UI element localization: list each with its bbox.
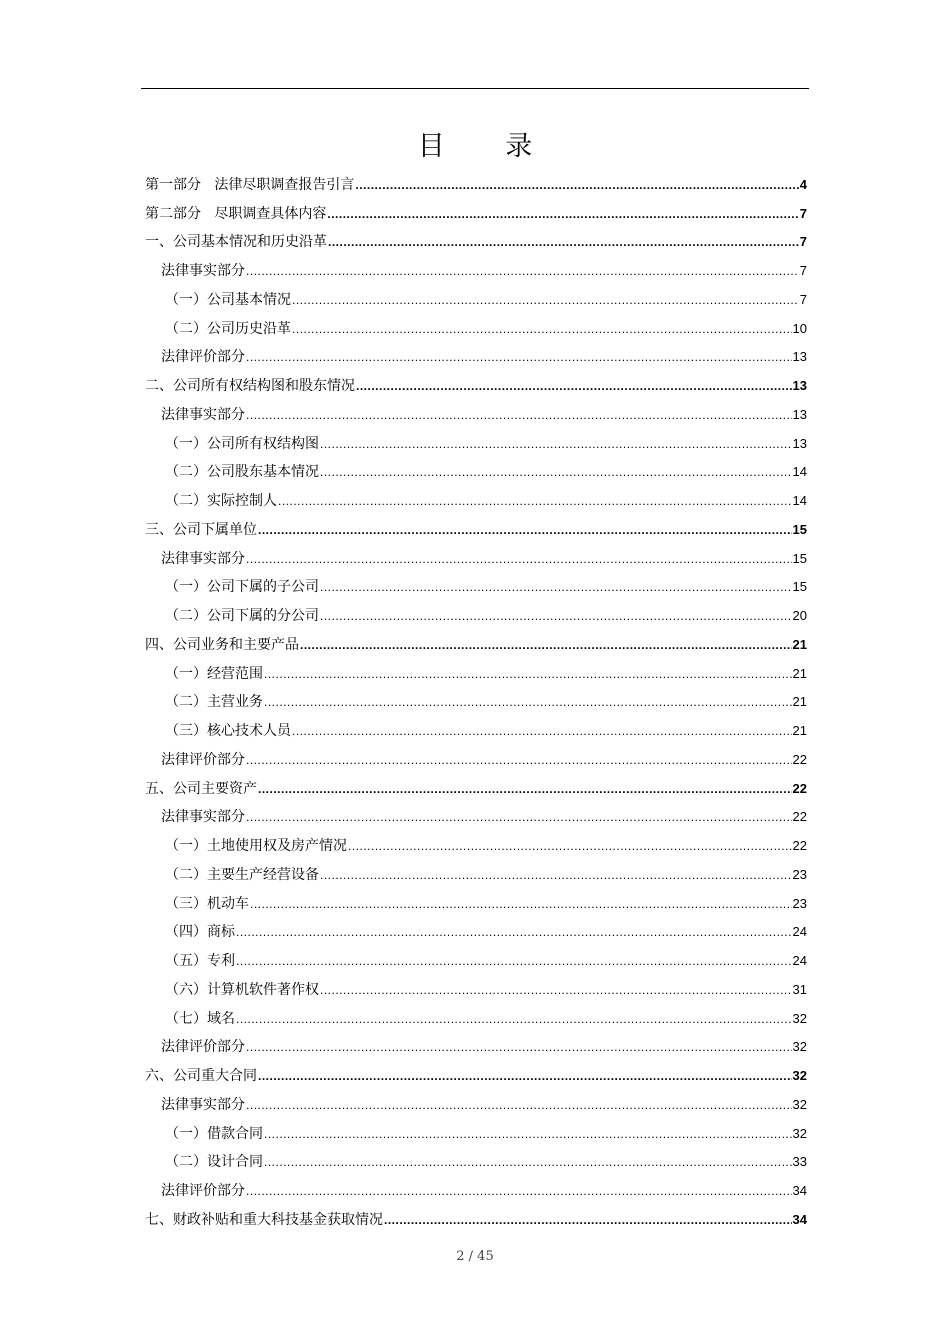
toc-entry-label: （六）计算机软件著作权	[165, 981, 319, 998]
toc-entry-label: （二）公司历史沿革	[165, 320, 291, 337]
toc-entry[interactable]	[145, 456, 807, 485]
page-title: 目 录	[417, 131, 559, 163]
toc-dot-leader	[292, 290, 799, 310]
toc-entry-page: 15	[792, 550, 807, 566]
toc-entry[interactable]	[145, 369, 807, 398]
toc-entry[interactable]	[145, 341, 807, 370]
toc-entry[interactable]	[145, 1002, 807, 1031]
toc-entry[interactable]	[145, 226, 807, 255]
toc-entry[interactable]	[145, 1059, 807, 1088]
toc-entry-label: （二）主要生产经营设备	[165, 866, 319, 883]
toc-entry-page: 4	[799, 176, 807, 192]
toc-entry[interactable]	[145, 312, 807, 341]
toc-entry[interactable]	[145, 197, 807, 226]
toc-entry[interactable]	[145, 168, 807, 197]
toc-entry-page: 13	[792, 406, 807, 422]
toc-entry-page: 15	[792, 579, 807, 595]
table-of-contents	[145, 168, 807, 1232]
toc-entry-page: 21	[792, 723, 807, 738]
toc-entry[interactable]	[145, 1031, 807, 1060]
toc-dot-leader	[348, 836, 792, 856]
toc-dot-leader	[320, 865, 792, 885]
toc-entry[interactable]	[145, 944, 807, 973]
toc-entry-page: 31	[792, 981, 807, 997]
toc-dot-leader	[355, 175, 798, 195]
toc-entry-label: （二）设计合同	[165, 1154, 263, 1171]
toc-dot-leader	[320, 980, 792, 1000]
toc-entry-label: （一）公司所有权结构图	[165, 435, 319, 452]
toc-entry-label: 三、公司下属单位	[145, 521, 257, 538]
toc-dot-leader	[292, 319, 792, 339]
header-rule	[141, 88, 809, 89]
toc-entry-label: （二）公司下属的分公司	[165, 608, 319, 624]
toc-dot-leader	[292, 721, 792, 741]
toc-entry-page: 13	[792, 435, 807, 451]
toc-entry[interactable]	[145, 916, 807, 945]
toc-entry[interactable]	[145, 398, 807, 427]
toc-entry-page: 32	[792, 1068, 807, 1083]
toc-entry-label: 法律评价部分	[161, 1183, 245, 1199]
toc-entry[interactable]	[145, 714, 807, 743]
toc-dot-leader	[246, 750, 792, 770]
toc-entry-label: （二）公司股东基本情况	[165, 464, 319, 481]
toc-entry-label: （二）主营业务	[165, 694, 263, 711]
toc-entry[interactable]	[145, 1088, 807, 1117]
toc-dot-leader	[236, 1009, 792, 1029]
toc-entry-page: 34	[792, 1211, 807, 1227]
toc-entry[interactable]	[145, 1117, 807, 1146]
toc-dot-leader	[246, 1181, 792, 1201]
toc-entry-label: （五）专利	[165, 953, 235, 969]
toc-entry-label: 法律事实部分	[161, 406, 245, 423]
toc-entry-page: 22	[792, 751, 807, 767]
toc-entry-label: 五、公司主要资产	[145, 780, 257, 797]
toc-entry[interactable]	[145, 542, 807, 571]
toc-entry-page: 14	[792, 493, 807, 508]
toc-entry[interactable]	[145, 858, 807, 887]
toc-entry[interactable]	[145, 973, 807, 1002]
toc-entry[interactable]	[145, 686, 807, 715]
toc-entry-label: 法律事实部分	[161, 263, 245, 279]
toc-dot-leader	[264, 692, 792, 712]
toc-entry-label: 法律事实部分	[161, 809, 245, 826]
toc-entry-page: 22	[792, 838, 807, 853]
toc-entry[interactable]	[145, 657, 807, 686]
toc-dot-leader	[246, 549, 792, 569]
toc-entry-page: 21	[792, 694, 807, 710]
toc-dot-leader	[246, 347, 792, 367]
toc-entry-label: （一）公司下属的子公司	[165, 579, 319, 596]
toc-entry-page: 13	[792, 349, 807, 365]
toc-entry-label: 第一部分 法律尽职调查报告引言	[145, 176, 355, 193]
toc-entry-page: 32	[792, 1096, 807, 1112]
toc-entry-page: 23	[792, 866, 807, 882]
toc-dot-leader	[258, 1066, 792, 1086]
toc-dot-leader	[300, 635, 792, 655]
toc-entry[interactable]	[145, 1203, 807, 1232]
toc-dot-leader	[384, 1210, 792, 1230]
toc-entry-page: 10	[792, 320, 807, 336]
toc-entry-label: 法律评价部分	[161, 1039, 245, 1056]
toc-entry-page: 32	[792, 1125, 807, 1141]
toc-entry-label: 七、财政补贴和重大科技基金获取情况	[145, 1211, 383, 1228]
toc-dot-leader	[250, 894, 792, 914]
toc-entry-label: 法律评价部分	[161, 751, 245, 768]
page-number: 2 / 45	[456, 1249, 494, 1264]
toc-dot-leader	[258, 520, 792, 540]
toc-entry-page: 14	[792, 464, 807, 480]
toc-entry[interactable]	[145, 1174, 807, 1203]
toc-entry-page: 13	[792, 378, 807, 393]
toc-dot-leader	[258, 779, 792, 799]
toc-dot-leader	[320, 606, 792, 626]
toc-entry-page: 24	[792, 924, 807, 940]
toc-entry-label: 六、公司重大合同	[145, 1068, 257, 1084]
toc-entry-page: 23	[792, 895, 807, 911]
toc-entry[interactable]	[145, 1146, 807, 1175]
toc-dot-leader	[246, 807, 792, 827]
toc-entry-page: 32	[792, 1010, 807, 1026]
toc-dot-leader	[246, 261, 799, 281]
toc-entry[interactable]	[145, 829, 807, 858]
toc-entry-label: 法律事实部分	[161, 1096, 245, 1113]
toc-dot-leader	[246, 1095, 792, 1115]
toc-entry-label: （一）借款合同	[165, 1125, 263, 1142]
toc-dot-leader	[328, 232, 799, 252]
toc-entry-label: （二）实际控制人	[165, 493, 277, 509]
toc-entry-page: 22	[792, 809, 807, 825]
toc-entry-page: 33	[792, 1154, 807, 1170]
toc-entry-page: 34	[792, 1183, 807, 1198]
toc-entry[interactable]	[145, 571, 807, 600]
toc-entry-page: 15	[792, 521, 807, 537]
toc-dot-leader	[320, 434, 792, 454]
toc-entry-label: 二、公司所有权结构图和股东情况	[145, 378, 355, 394]
toc-entry-label: （四）商标	[165, 924, 235, 941]
toc-entry-page: 7	[799, 234, 807, 250]
toc-dot-leader	[278, 491, 792, 511]
toc-dot-leader	[320, 462, 792, 482]
toc-dot-leader	[264, 1124, 792, 1144]
toc-entry-label: （一）经营范围	[165, 665, 263, 682]
toc-dot-leader	[236, 922, 792, 942]
toc-dot-leader	[236, 951, 792, 971]
toc-entry[interactable]	[145, 283, 807, 312]
toc-entry[interactable]	[145, 887, 807, 916]
toc-dot-leader	[327, 204, 798, 224]
toc-entry[interactable]	[145, 427, 807, 456]
toc-dot-leader	[356, 376, 792, 396]
toc-entry[interactable]	[145, 599, 807, 628]
toc-entry-page: 7	[799, 291, 807, 307]
toc-entry-label: 一、公司基本情况和历史沿革	[145, 234, 327, 251]
toc-entry-page: 21	[792, 665, 807, 681]
toc-entry[interactable]	[145, 254, 807, 283]
toc-entry[interactable]	[145, 628, 807, 657]
toc-entry[interactable]	[145, 801, 807, 830]
toc-entry-page: 7	[799, 205, 807, 221]
toc-entry-label: （一）土地使用权及房产情况	[165, 838, 347, 854]
toc-entry-page: 21	[792, 636, 807, 652]
toc-dot-leader	[246, 405, 792, 425]
toc-entry[interactable]	[145, 772, 807, 801]
toc-entry-page: 22	[792, 780, 807, 796]
toc-entry-page: 24	[792, 953, 807, 968]
toc-dot-leader	[264, 664, 792, 684]
toc-dot-leader	[264, 1152, 792, 1172]
toc-entry-label: 第二部分 尽职调查具体内容	[145, 205, 327, 222]
toc-entry-page: 32	[792, 1039, 807, 1055]
toc-dot-leader	[320, 577, 792, 597]
toc-entry-label: 法律事实部分	[161, 550, 245, 567]
toc-entry-label: （七）域名	[165, 1010, 235, 1027]
toc-entry-page: 7	[799, 263, 807, 278]
toc-entry-page: 20	[792, 608, 807, 623]
toc-entry-label: 法律评价部分	[161, 349, 245, 366]
toc-entry[interactable]	[145, 513, 807, 542]
toc-entry-label: （三）核心技术人员	[165, 723, 291, 739]
toc-entry-label: 四、公司业务和主要产品	[145, 636, 299, 653]
toc-entry[interactable]	[145, 484, 807, 513]
toc-dot-leader	[246, 1037, 792, 1057]
toc-entry[interactable]	[145, 743, 807, 772]
toc-entry-label: （三）机动车	[165, 895, 249, 912]
toc-entry-label: （一）公司基本情况	[165, 291, 291, 308]
